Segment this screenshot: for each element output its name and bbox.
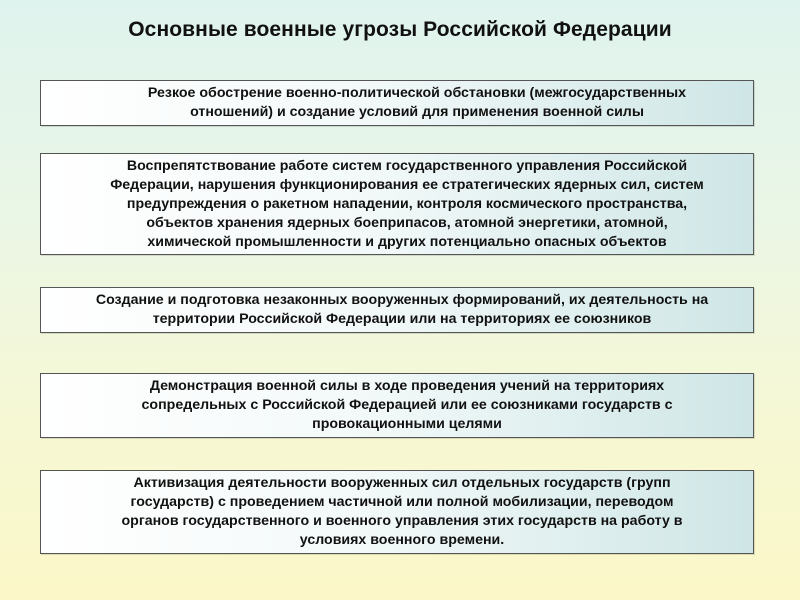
threat-text: [112, 377, 683, 434]
threat-text: [86, 291, 708, 329]
threat-line: предупреждения о ракетном нападении, контроля космического пространства,: [126, 195, 688, 212]
threat-text: [101, 474, 692, 550]
threat-box-5: [40, 470, 754, 554]
threat-line: территории Российской Федерации или на территориях ее союзников: [152, 311, 652, 327]
threat-text: [88, 84, 706, 122]
page-title: Основные военные угрозы Российской Федерации: [128, 18, 672, 41]
threat-line: объектов хранения ядерных боеприпасов, атомной энергетики, атомной,: [146, 214, 668, 231]
threat-line: отношений) и создание условий для применения военной силы: [190, 104, 644, 120]
threat-line: условиях военного времени.: [299, 532, 505, 548]
threat-line: Федерации, нарушения функционирования ее стратегических ядерных сил, систем: [110, 176, 704, 193]
threat-box-2: [40, 153, 754, 255]
threat-line: химической промышленности и других потенциально опасных объектов: [147, 233, 667, 250]
threat-line: Создание и подготовка незаконных вооруженных формирований, их деятельность на: [95, 292, 709, 308]
threat-line: Демонстрация военной силы в ходе проведения учений на территориях: [149, 378, 665, 394]
threat-text: [90, 157, 704, 252]
threat-line: государств) с проведением частичной или полной мобилизации, переводом: [130, 494, 674, 510]
threat-line: Резкое обострение военно-политической обстановки (межгосударственных: [147, 85, 687, 101]
threat-line: провокационными целями: [312, 416, 502, 432]
threat-box-3: [40, 287, 754, 333]
threat-line: Воспрепятствование работе систем государственного управления Российской: [126, 157, 688, 174]
threat-line: сопредельных с Российской Федерацией или ее союзниками государств с: [141, 397, 673, 413]
threat-box-4: [40, 373, 754, 438]
threat-box-1: [40, 80, 754, 126]
threat-line: Активизация деятельности вооруженных сил отдельных государств (групп: [133, 475, 671, 491]
threat-line: органов государственного и военного управления этих государств на работу в: [121, 513, 683, 529]
